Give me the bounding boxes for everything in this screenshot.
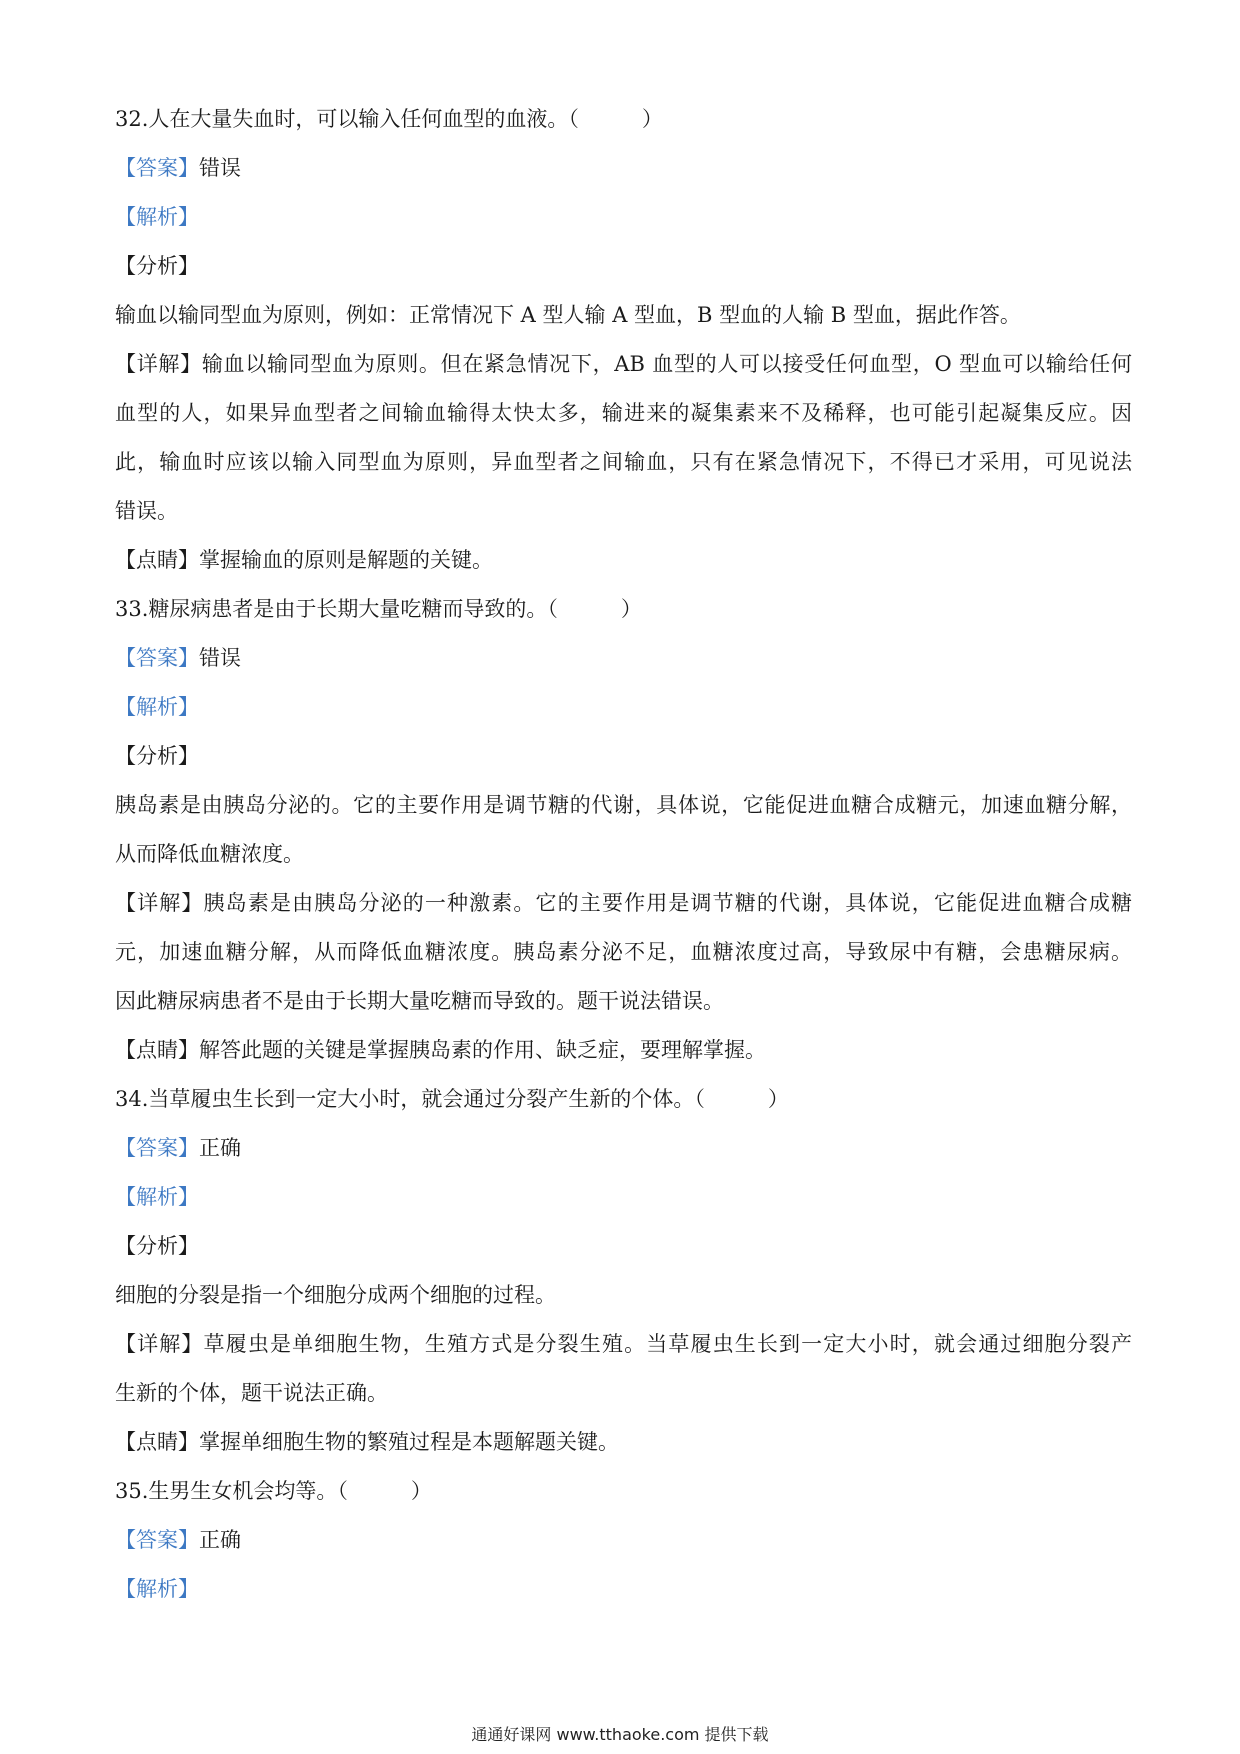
detail-text: 输血以输同型血为原则。但在紧急情况下，AB 血型的人可以接受任何血型，O 型血可以输给任何 [201, 352, 1133, 376]
answer-row [115, 634, 1132, 683]
detail-row [115, 1320, 1132, 1369]
analysis-label: 【解析】 [115, 695, 199, 719]
detail-row [115, 340, 1132, 389]
page-footer: 通通好课网 www.tthaoke.com 提供下载 [471, 1725, 769, 1744]
answer-label: 【答案】 [115, 156, 199, 180]
answer-label: 【答案】 [115, 1528, 199, 1552]
detail-row [115, 879, 1132, 928]
question-number: 33. [115, 597, 149, 621]
point-row [115, 1418, 1132, 1467]
point-label: 【点睛】 [115, 1038, 199, 1062]
question-stem [115, 1075, 1132, 1124]
fenxi-text: 细胞的分裂是指一个细胞分成两个细胞的过程。 [115, 1283, 556, 1307]
detail-text: 草履虫是单细胞生物，生殖方式是分裂生殖。当草履虫生长到一定大小时，就会通过细胞分裂产 [203, 1332, 1133, 1356]
question-number: 34. [115, 1087, 149, 1111]
answer-label: 【答案】 [115, 1136, 199, 1160]
question-33 [115, 585, 1132, 1075]
fenxi-label: 【分析】 [115, 254, 199, 278]
analysis-label: 【解析】 [115, 1577, 199, 1601]
question-text: 人在大量失血时，可以输入任何血型的血液。（ ） [148, 107, 663, 131]
analysis-label: 【解析】 [115, 205, 199, 229]
fenxi-text: 从而降低血糖浓度。 [115, 842, 304, 866]
point-row [115, 1026, 1132, 1075]
point-text: 掌握单细胞生物的繁殖过程是本题解题关键。 [199, 1430, 619, 1454]
question-stem [115, 585, 1132, 634]
document-page [115, 95, 1132, 1614]
detail-label: 【详解】 [115, 352, 202, 376]
detail-label: 【详解】 [115, 891, 204, 915]
answer-row [115, 144, 1132, 193]
question-35 [115, 1467, 1132, 1614]
point-label: 【点睛】 [115, 1430, 199, 1454]
answer-value: 错误 [199, 156, 241, 180]
question-text: 当草履虫生长到一定大小时，就会通过分裂产生新的个体。（ ） [148, 1087, 789, 1111]
question-text: 生男生女机会均等。（ ） [148, 1479, 432, 1503]
fenxi-text: 胰岛素是由胰岛分泌的。它的主要作用是调节糖的代谢，具体说，它能促进血糖合成糖元，加速血糖分解， [115, 793, 1132, 817]
detail-text: 因此糖尿病患者不是由于长期大量吃糖而导致的。题干说法错误。 [115, 989, 724, 1013]
fenxi-text: 输血以输同型血为原则，例如：正常情况下 A 型人输 A 型血，B 型血的人输 B 型血，据此作答。 [115, 303, 1021, 327]
answer-row [115, 1124, 1132, 1173]
question-number: 32. [115, 107, 149, 131]
detail-text: 血型的人，如果异血型者之间输血输得太快太多，输进来的凝集素来不及稀释，也可能引起凝集反应。因 [115, 401, 1132, 425]
detail-text: 元，加速血糖分解，从而降低血糖浓度。胰岛素分泌不足，血糖浓度过高，导致尿中有糖，会患糖尿病。 [115, 940, 1132, 964]
fenxi-label: 【分析】 [115, 1234, 199, 1258]
point-row [115, 536, 1132, 585]
fenxi-label: 【分析】 [115, 744, 199, 768]
answer-value: 正确 [199, 1136, 241, 1160]
question-number: 35. [115, 1479, 149, 1503]
detail-text: 胰岛素是由胰岛分泌的一种激素。它的主要作用是调节糖的代谢，具体说，它能促进血糖合成糖 [203, 891, 1133, 915]
question-32 [115, 95, 1132, 585]
detail-text: 错误。 [115, 499, 178, 523]
point-text: 解答此题的关键是掌握胰岛素的作用、缺乏症，要理解掌握。 [199, 1038, 766, 1062]
detail-label: 【详解】 [115, 1332, 204, 1356]
question-stem [115, 95, 1132, 144]
analysis-label: 【解析】 [115, 1185, 199, 1209]
answer-value: 错误 [199, 646, 241, 670]
question-stem [115, 1467, 1132, 1516]
point-label: 【点睛】 [115, 548, 199, 572]
detail-text: 生新的个体，题干说法正确。 [115, 1381, 388, 1405]
question-text: 糖尿病患者是由于长期大量吃糖而导致的。（ ） [148, 597, 642, 621]
answer-row [115, 1516, 1132, 1565]
question-34 [115, 1075, 1132, 1467]
detail-text: 此，输血时应该以输入同型血为原则，异血型者之间输血，只有在紧急情况下，不得已才采用，可见说法 [115, 450, 1132, 474]
answer-label: 【答案】 [115, 646, 199, 670]
point-text: 掌握输血的原则是解题的关键。 [199, 548, 493, 572]
answer-value: 正确 [199, 1528, 241, 1552]
